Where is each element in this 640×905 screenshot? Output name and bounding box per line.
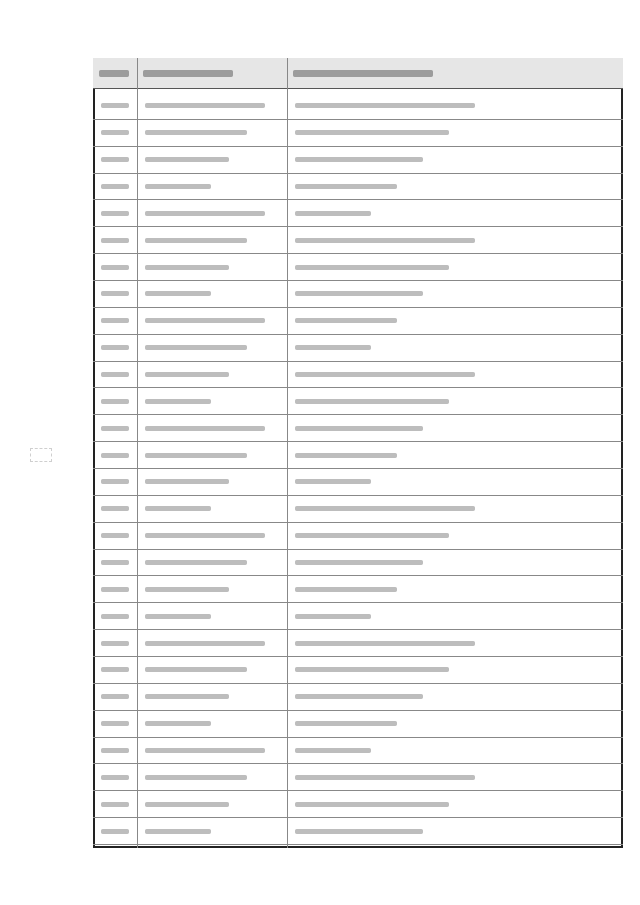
table-header [93,58,623,89]
text-line-placeholder [101,533,129,538]
text-line-placeholder [295,829,423,834]
text-line-placeholder [145,238,247,243]
text-line-placeholder [145,560,247,565]
text-line-placeholder [101,614,129,619]
text-line-placeholder [145,694,229,699]
text-line-placeholder [145,211,265,216]
text-line-placeholder [101,211,129,216]
text-line-placeholder [295,506,475,511]
text-line-placeholder [295,184,397,189]
text-line-placeholder [101,345,129,350]
text-line-placeholder [101,184,129,189]
text-line-placeholder [101,130,129,135]
text-line-placeholder [101,157,129,162]
text-line-placeholder [145,453,247,458]
text-line-placeholder [295,614,371,619]
text-line-placeholder [295,238,475,243]
text-line-placeholder [101,453,129,458]
table-row [93,119,623,120]
text-line-placeholder [145,318,265,323]
text-line-placeholder [145,130,247,135]
text-line-placeholder [145,614,211,619]
table-row [93,414,623,415]
table-row [93,334,623,335]
text-line-placeholder [101,802,129,807]
table-row [93,468,623,469]
table-row [93,737,623,738]
text-line-placeholder [101,829,129,834]
table-row [93,844,623,845]
text-line-placeholder [145,641,265,646]
text-line-placeholder [295,318,397,323]
text-line-placeholder [295,721,397,726]
text-line-placeholder [295,560,423,565]
table-row [93,173,623,174]
table-row [93,817,623,818]
text-line-placeholder [295,291,423,296]
table-row [93,441,623,442]
text-line-placeholder [295,479,371,484]
table-row [93,226,623,227]
text-line-placeholder [145,721,211,726]
text-line-placeholder [145,506,211,511]
text-line-placeholder [145,775,247,780]
text-line-placeholder [145,479,229,484]
table-layout-placeholder [93,58,623,848]
table-row [93,790,623,791]
text-line-placeholder [101,318,129,323]
text-line-placeholder [101,238,129,243]
text-line-placeholder [295,453,397,458]
text-line-placeholder [101,560,129,565]
text-line-placeholder [145,291,211,296]
text-line-placeholder [295,775,475,780]
text-line-placeholder [101,426,129,431]
text-line-placeholder [295,694,423,699]
page-number [30,448,52,462]
text-line-placeholder [101,265,129,270]
table-row [93,280,623,281]
text-line-placeholder [101,667,129,672]
table-row [93,549,623,550]
text-line-placeholder [101,506,129,511]
table-row [93,683,623,684]
text-line-placeholder [101,587,129,592]
text-line-placeholder [145,829,211,834]
text-line-placeholder [145,426,265,431]
table-row [93,763,623,764]
text-line-placeholder [101,372,129,377]
text-line-placeholder [145,748,265,753]
text-line-placeholder [145,802,229,807]
text-line-placeholder [295,130,449,135]
table-row [93,710,623,711]
table-row [93,629,623,630]
text-line-placeholder [295,587,397,592]
text-line-placeholder [101,775,129,780]
text-line-placeholder [101,399,129,404]
text-line-placeholder [295,641,475,646]
text-line-placeholder [145,184,211,189]
table-row [93,575,623,576]
text-line-placeholder [145,103,265,108]
text-line-placeholder [295,426,423,431]
text-line-placeholder [295,399,449,404]
table-row [93,361,623,362]
text-line-placeholder [295,265,449,270]
table-row [93,146,623,147]
text-line-placeholder [101,103,129,108]
text-line-placeholder [295,748,371,753]
text-line-placeholder [295,103,475,108]
table-row [93,522,623,523]
text-line-placeholder [295,211,371,216]
text-line-placeholder [295,345,371,350]
text-line-placeholder [145,399,211,404]
text-line-placeholder [145,533,265,538]
text-line-placeholder [101,641,129,646]
text-line-placeholder [295,802,449,807]
text-line-placeholder [101,694,129,699]
text-line-placeholder [295,667,449,672]
text-line-placeholder [145,667,247,672]
table-row [93,387,623,388]
text-line-placeholder [101,291,129,296]
table-row [93,253,623,254]
text-line-placeholder [295,533,449,538]
text-line-placeholder [101,748,129,753]
text-line-placeholder [295,157,423,162]
column-divider [137,58,138,848]
column-divider [287,58,288,848]
table-row [93,495,623,496]
text-line-placeholder [101,479,129,484]
text-line-placeholder [145,372,229,377]
text-line-placeholder [145,265,229,270]
text-line-placeholder [295,372,475,377]
text-line-placeholder [145,587,229,592]
table-row [93,199,623,200]
text-line-placeholder [145,345,247,350]
text-line-placeholder [145,157,229,162]
table-row [93,656,623,657]
table-row [93,307,623,308]
table-row [93,602,623,603]
text-line-placeholder [101,721,129,726]
